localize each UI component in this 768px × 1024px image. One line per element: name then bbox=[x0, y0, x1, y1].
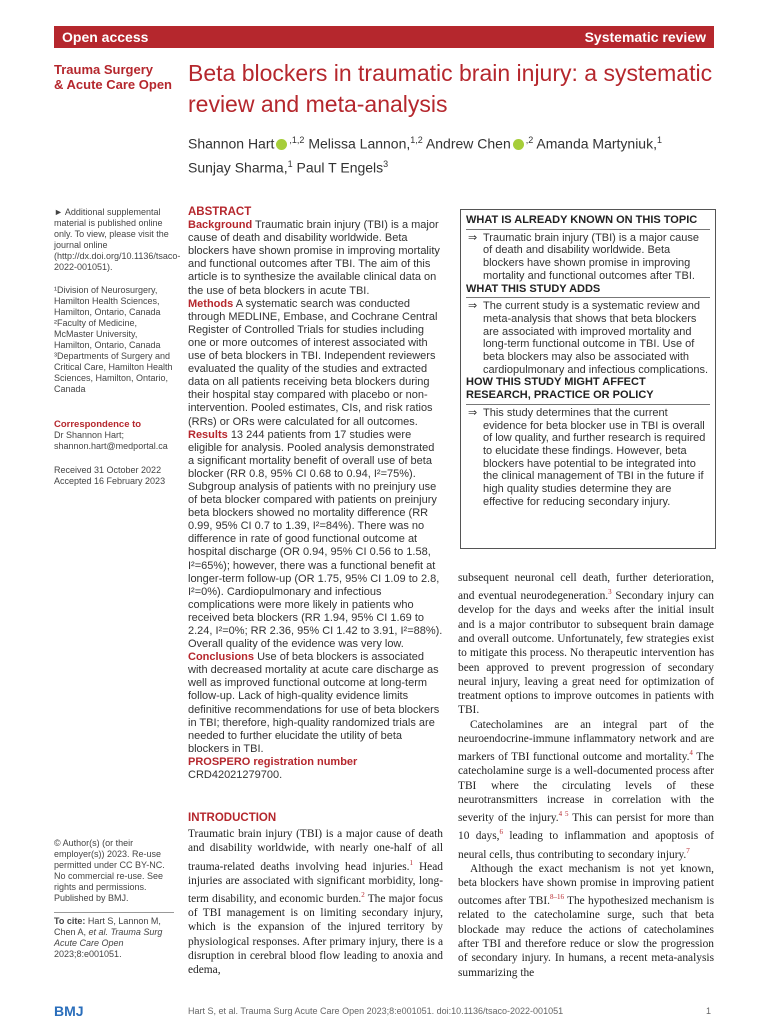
key-item-known bbox=[466, 232, 710, 283]
abstract-heading: ABSTRACT bbox=[188, 206, 252, 218]
affiliation-3: ³Departments of Surgery and Critical Care, Hamilton Health Sciences, Hamilton, Ontario, Canada bbox=[54, 351, 173, 394]
author-list bbox=[188, 130, 713, 177]
divider bbox=[466, 229, 710, 230]
reference-link[interactable]: 1 bbox=[409, 858, 413, 867]
key-item-adds bbox=[466, 300, 710, 376]
right-column-body bbox=[458, 571, 714, 980]
author-affiliation: ,1,2 bbox=[289, 135, 305, 145]
reference-link[interactable]: 4 bbox=[689, 749, 693, 758]
cite-volume: 2023;8:e001051. bbox=[54, 949, 122, 959]
key-messages-box bbox=[460, 209, 716, 549]
reference-link[interactable]: 2 bbox=[361, 890, 365, 899]
arrow-icon: ⇒ bbox=[468, 300, 478, 313]
journal-name-line2: & Acute Care Open bbox=[54, 77, 172, 92]
text-span: The major focus of TBI management is on limiting secondary injury, which is the expansion of the injured territory by physiological responses. After primary injury, there is a disruption in cerebral blood flow leading to anoxia and edema, bbox=[188, 892, 443, 977]
author-affiliation: 1 bbox=[656, 135, 662, 145]
text-span: subsequent neuronal cell death, further deterioration, and eventual neurodegeneration. bbox=[458, 572, 714, 603]
abstract-results bbox=[188, 429, 443, 652]
citation-box bbox=[54, 912, 174, 960]
abstract-results-label: Results bbox=[188, 428, 228, 441]
text-span: Although the exact mechanism is not yet known, beta blockers have shown promise in improving patient outcomes after TBI. bbox=[458, 862, 714, 908]
orcid-icon[interactable] bbox=[276, 139, 287, 150]
key-heading-known: WHAT IS ALREADY KNOWN ON THIS TOPIC bbox=[466, 214, 698, 226]
header-bar bbox=[54, 26, 714, 48]
affiliation-1: ¹Division of Neurosurgery, Hamilton Health Sciences, Hamilton, Ontario, Canada bbox=[54, 285, 161, 317]
author-name: Sunjay Sharma, bbox=[188, 159, 288, 176]
cite-etal: et al. bbox=[88, 927, 109, 937]
abstract-conclusions bbox=[188, 651, 443, 756]
author-name: Shannon Hart bbox=[188, 135, 275, 152]
reference-link[interactable]: 3 bbox=[608, 588, 612, 597]
cite-label: To cite: bbox=[54, 916, 86, 926]
abstract-background-text: Traumatic brain injury (TBI) is a major cause of death and disability worldwide. Beta blockers have shown promise in improving mortality and functional outcomes after TBI. The aim of this article is to synthesize the available clinical data on the use of beta blockers in acute TBI. bbox=[188, 219, 440, 297]
article-type-label: Systematic review bbox=[584, 29, 706, 45]
text-span: Secondary injury can develop for the days and weeks after the initial insult and is a major contributor to subsequent brain damage and overall outcome. Unfortunately, few strategies exist to mitigate this process. No therapeutic intervention has been approved to prevent progression of secondary neural injury, leaving a great need for optimization of treatment options to improve outcomes in patients with TBI. bbox=[458, 590, 714, 717]
prospero-number[interactable]: CRD42021279700. bbox=[188, 769, 283, 782]
text-span: Head injuries are associated with significant morbidity, long-term disability, and economic burden. bbox=[188, 860, 443, 905]
abstract-prospero bbox=[188, 756, 443, 782]
paragraph bbox=[458, 862, 714, 980]
reference-link[interactable]: 4 5 bbox=[558, 810, 569, 819]
correspondence-text[interactable]: Dr Shannon Hart; shannon.hart@medportal.ca bbox=[54, 430, 168, 451]
text-span: The catecholamine surge is a well-documented process after TBI where the circulating levels of these neurotransmitters increase in correlation with the severity of the injury. bbox=[458, 751, 714, 825]
author-affiliation: ,2 bbox=[525, 135, 534, 145]
paragraph bbox=[458, 718, 714, 862]
text-span: Catecholamines are an integral part of the neuroendocrine-immune inflammatory network and are markers of TBI functional outcome and mortality. bbox=[458, 718, 714, 764]
key-text-adds: The current study is a systematic review and meta-analysis that shows that beta blockers are associated with improved mortality and long-term functional outcome in TBI. Use of beta blockers may also be associated with cardiopulmonary and infectious complications. bbox=[483, 300, 709, 376]
abstract bbox=[188, 206, 443, 782]
key-text-known: Traumatic brain injury (TBI) is a major cause of death and disability worldwide. Beta blockers have shown promise in improving mortality and functional outcomes after TBI. bbox=[483, 231, 699, 282]
author-affiliation: 1,2 bbox=[410, 135, 423, 145]
text-span: leading to inflammation and apoptosis of neural cells, thus contributing to secondary injury. bbox=[458, 830, 714, 861]
author-affiliation: 3 bbox=[383, 158, 389, 169]
author-name: Paul T Engels bbox=[296, 159, 384, 176]
accepted-date: Accepted 16 February 2023 bbox=[54, 476, 166, 486]
abstract-conclusions-label: Conclusions bbox=[188, 651, 255, 664]
abstract-background bbox=[188, 219, 443, 298]
orcid-icon[interactable] bbox=[513, 139, 524, 150]
text-span: Traumatic brain injury (TBI) is a major cause of death and disability worldwide, with nearly one-half of all trauma-related deaths involving head injuries. bbox=[188, 828, 443, 873]
abstract-results-text: 13 244 patients from 17 studies were eligible for analysis. Pooled analysis demonstrated a significant mortality benefit of overall use of beta blocker (RR 0.8, 95% CI 0.68 to 0.94, I²=75%). Subgroup analysis of patients with no preinjury use of beta blocker compared with patients on preinjury beta blockers showed no mortality difference (RR 0.99, 95% CI 0.7 to 1.39, I²=84%). There was no difference in rate of good functional outcome at hospital discharge (OR 0.94, 95% CI 0.56 to 1.58, I²=65%); however, there was a functional benefit at longer-term follow-up (OR 1.75, 95% CI 1.09 to 2.8, I²=0%). Cardiopulmonary and infectious complications were more likely in patients who received beta blockers (RR 1.94, 95% CI 1.69 to 2.24, I²=0%; RR 2.36, 95% CI 1.42 to 3.91, I²=88%). Overall quality of the evidence was very low. bbox=[188, 428, 443, 651]
divider bbox=[466, 297, 710, 298]
cite-journal: Trauma Surg Acute Care Open bbox=[54, 927, 163, 948]
bmj-logo: BMJ bbox=[54, 1003, 84, 1019]
journal-name-line1: Trauma Surgery bbox=[54, 62, 153, 77]
supplemental-note[interactable]: ► Additional supplemental material is published online only. To view, please visit the journal online (http://dx.doi.org/10.1136/tsaco-2022-001051). bbox=[54, 207, 181, 272]
author-name: Melissa Lannon, bbox=[308, 135, 411, 152]
journal-name bbox=[54, 62, 179, 92]
key-text-affect: This study determines that the current evidence for beta blocker use in TBI is overall of low quality, and further research is required to elucidate these findings. However, beta blockers have potential to be integrated into the clinical management of TBI in the future if high quality studies determine they are effective for reducing secondary injury. bbox=[483, 406, 706, 508]
footer-citation: Hart S, et al. Trauma Surg Acute Care Open 2023;8:e001051. doi:10.1136/tsaco-2022-001051 bbox=[188, 1006, 564, 1016]
dates bbox=[54, 465, 174, 487]
article-title: Beta blockers in traumatic brain injury: a systematic review and meta-analysis bbox=[188, 60, 713, 117]
reference-link[interactable]: 8–16 bbox=[549, 893, 564, 902]
page-number: 1 bbox=[706, 1006, 712, 1016]
abstract-conclusions-text: Use of beta blockers is associated with decreased mortality at acute care discharge as well as improved functional outcome at long-term follow-up. Lack of high-quality evidence limits definitive recommendations for use of beta blockers in TBI; therefore, high-quality randomized trials are needed to further elucidate the utility of beta blockers in TBI. bbox=[188, 651, 440, 755]
received-date: Received 31 October 2022 bbox=[54, 465, 162, 475]
correspondence bbox=[54, 419, 174, 452]
arrow-icon: ⇒ bbox=[468, 231, 478, 244]
open-access-label: Open access bbox=[62, 29, 149, 45]
text-span: This can persist for more than 10 days, bbox=[458, 812, 714, 843]
affiliations bbox=[54, 285, 174, 395]
paragraph bbox=[458, 571, 714, 718]
abstract-background-label: Background bbox=[188, 219, 253, 232]
text-span: The hypothesized mechanism is related to the catecholamine surge, such that beta blockade may reduce the actions of catecholamines after TBI and therefore reduce or slow the progression of secondary injury. In humans, a recent meta-analysis summarizing the bbox=[458, 895, 715, 979]
reference-link[interactable]: 6 bbox=[499, 828, 503, 837]
key-heading-affect: HOW THIS STUDY MIGHT AFFECT RESEARCH, PRACTICE OR POLICY bbox=[466, 376, 654, 402]
copyright-note: © Author(s) (or their employer(s)) 2023. Re-use permitted under CC BY-NC. No commercial re-use. See rights and permissions. Published by BMJ. bbox=[54, 838, 165, 903]
key-heading-adds: WHAT THIS STUDY ADDS bbox=[466, 282, 601, 295]
paragraph bbox=[188, 827, 443, 978]
introduction-body bbox=[188, 827, 443, 978]
reference-link[interactable]: 7 bbox=[686, 846, 690, 855]
abstract-methods bbox=[188, 298, 443, 429]
author-affiliation: 1 bbox=[287, 158, 293, 169]
affiliation-2: ²Faculty of Medicine, McMaster University, Hamilton, Ontario, Canada bbox=[54, 318, 161, 350]
cite-text: Hart S, Lannon M, Chen A, bbox=[54, 916, 161, 937]
introduction-heading: INTRODUCTION bbox=[188, 812, 277, 824]
correspondence-label: Correspondence to bbox=[54, 419, 142, 430]
author-name: Amanda Martyniuk, bbox=[536, 135, 657, 152]
divider bbox=[466, 404, 710, 405]
abstract-methods-label: Methods bbox=[188, 297, 234, 310]
abstract-methods-text: A systematic search was conducted through MEDLINE, Embase, and Cochrane Central Register of Controlled Trials for studies including one or more outcomes of interest associated with use of beta blockers in TBI. Independent reviewers evaluated the quality of the studies and extracted data on all patients receiving beta blockers during their hospital stay compared with placebo or non-intervention. Pooled estimates, CIs, and risk ratios (RRs) or ORs were calculated for all outcomes. bbox=[188, 297, 438, 428]
key-item-affect bbox=[466, 407, 710, 509]
arrow-icon: ⇒ bbox=[468, 406, 478, 419]
prospero-label: PROSPERO registration number bbox=[188, 755, 358, 768]
author-name: Andrew Chen bbox=[425, 135, 511, 152]
